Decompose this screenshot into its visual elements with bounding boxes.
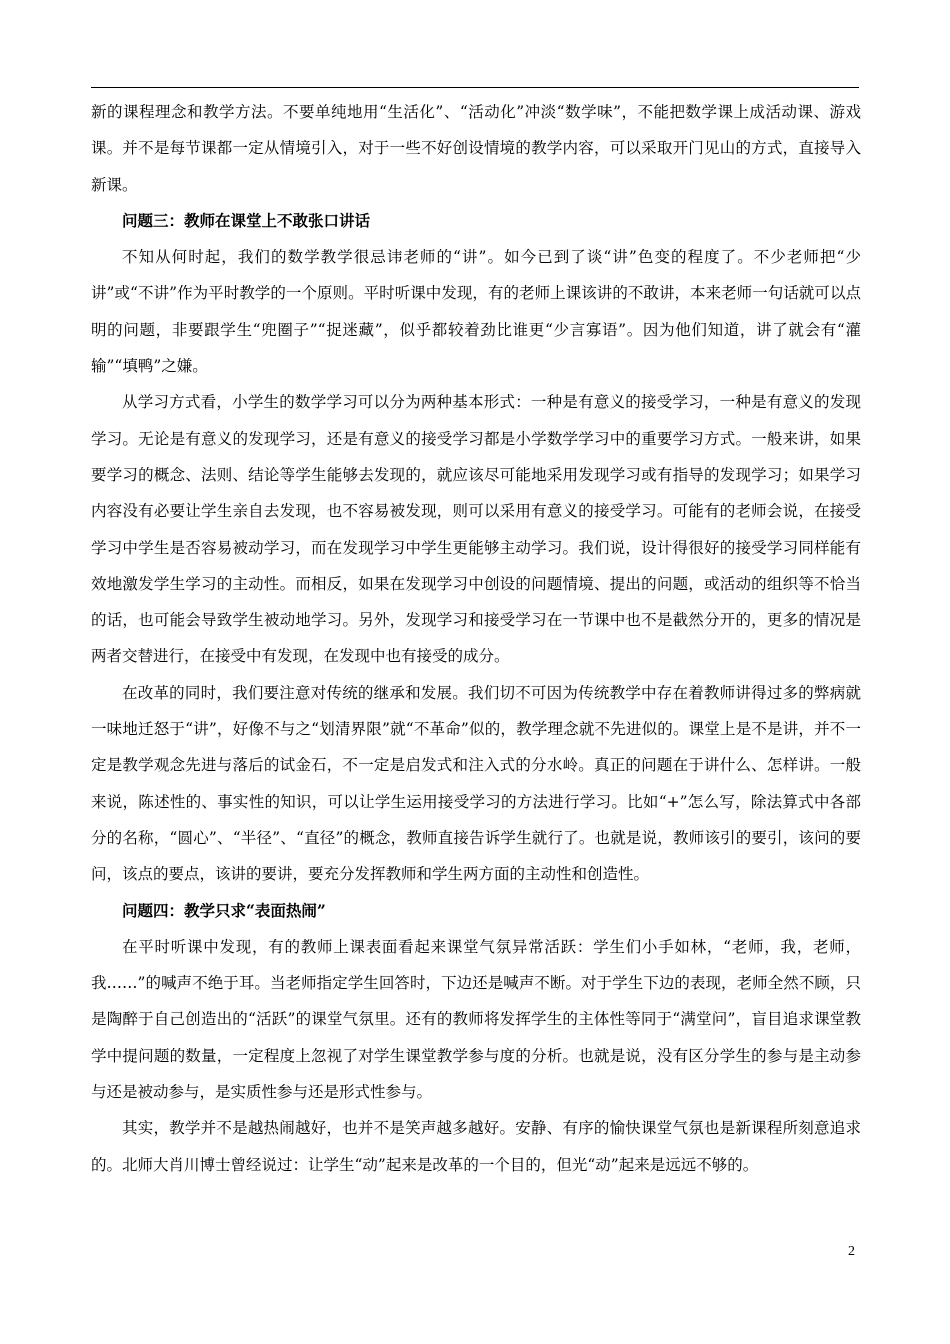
document-body xyxy=(91,94,861,1183)
paragraph: 在平时听课中发现，有的教师上课表面看起来课堂气氛异常活跃：学生们小手如林，“老师，我，老师，我……”的喊声不绝于耳。当老师指定学生回答时，下边还是喊声不断。对于学生下边的表现，老师全然不顾，只是陶醉于自己创造出的“活跃”的课堂气氛里。还有的教师将发挥学生的主体性等同于“满堂问”，盲目追求课堂教学中提问题的数量，一定程度上忽视了对学生课堂教学参与度的分析。也就是说，没有区分学生的参与是主动参与还是被动参与，是实质性参与还是形式性参与。 xyxy=(91,937,861,1102)
paragraph: 在改革的同时，我们要注意对传统的继承和发展。我们切不可因为传统教学中存在着教师讲得过多的弊病就一味地迁怒于“讲”，好像不与之“划清界限”就“不革命”似的，教学理念就不先进似的。课堂上是不是讲，并不一定是教学观念先进与落后的试金石，不一定是启发式和注入式的分水岭。真正的问题在于讲什么、怎样讲。一般来说，陈述性的、事实性的知识，可以让学生运用接受学习的方法进行学习。比如“+”怎么写，除法算式中各部分的名称，“圆心”、“半径”、“直径”的概念，教师直接告诉学生就行了。也就是说，教师该引的要引，该问的要问，该点的要点，该讲的要讲，要充分发挥教师和学生两方面的主动性和创造性。 xyxy=(91,683,861,884)
page-number: 2 xyxy=(848,1244,855,1259)
header-rule xyxy=(91,87,859,88)
paragraph-continuation: 新的课程理念和教学方法。不要单纯地用“生活化”、“活动化”冲淡“数学味”，不能把数学课上成活动课、游戏课。并不是每节课都一定从情境引入，对于一些不好创设情境的教学内容，可以采取开门见山的方式，直接导入新课。 xyxy=(91,103,861,194)
section-heading-problem-three: 问题三：教师在课堂上不敢张口讲话 xyxy=(122,210,371,230)
paragraph: 其实，教学并不是越热闹越好，也并不是笑声越多越好。安静、有序的愉快课堂气氛也是新课程所刻意追求的。北师大肖川博士曾经说过：让学生“动”起来是改革的一个目的，但光“动”起来是远远不够的。 xyxy=(91,1119,861,1174)
section-heading-problem-four: 问题四：教学只求“表面热闹” xyxy=(122,900,326,920)
paragraph: 从学习方式看，小学生的数学学习可以分为两种基本形式：一种是有意义的接受学习，一种是有意义的发现学习。无论是有意义的发现学习，还是有意义的接受学习都是小学数学学习中的重要学习方式。一般来讲，如果要学习的概念、法则、结论等学生能够去发现的，就应该尽可能地采用发现学习或有指导的发现学习；如果学习内容没有必要让学生亲自去发现，也不容易被发现，则可以采用有意义的接受学习。可能有的老师会说，在接受学习中学生是否容易被动学习，而在发现学习中学生更能够主动学习。我们说，设计得很好的接受学习同样能有效地激发学生学习的主动性。而相反，如果在发现学习中创设的问题情境、提出的问题，或活动的组织等不恰当的话，也可能会导致学生被动地学习。另外，发现学习和接受学习在一节课中也不是截然分开的，更多的情况是两者交替进行，在接受中有发现，在发现中也有接受的成分。 xyxy=(91,393,861,666)
paragraph: 不知从何时起，我们的数学教学很忌讳老师的“讲”。如今已到了谈“讲”色变的程度了。不少老师把“少讲”或“不讲”作为平时教学的一个原则。平时听课中发现，有的老师上课该讲的不敢讲，本来老师一句话就可以点明的问题，非要跟学生“兜圈子”“捉迷藏”，似乎都较着劲比谁更“少言寡语”。因为他们知道，讲了就会有“灌输”“填鸭”之嫌。 xyxy=(91,248,861,376)
